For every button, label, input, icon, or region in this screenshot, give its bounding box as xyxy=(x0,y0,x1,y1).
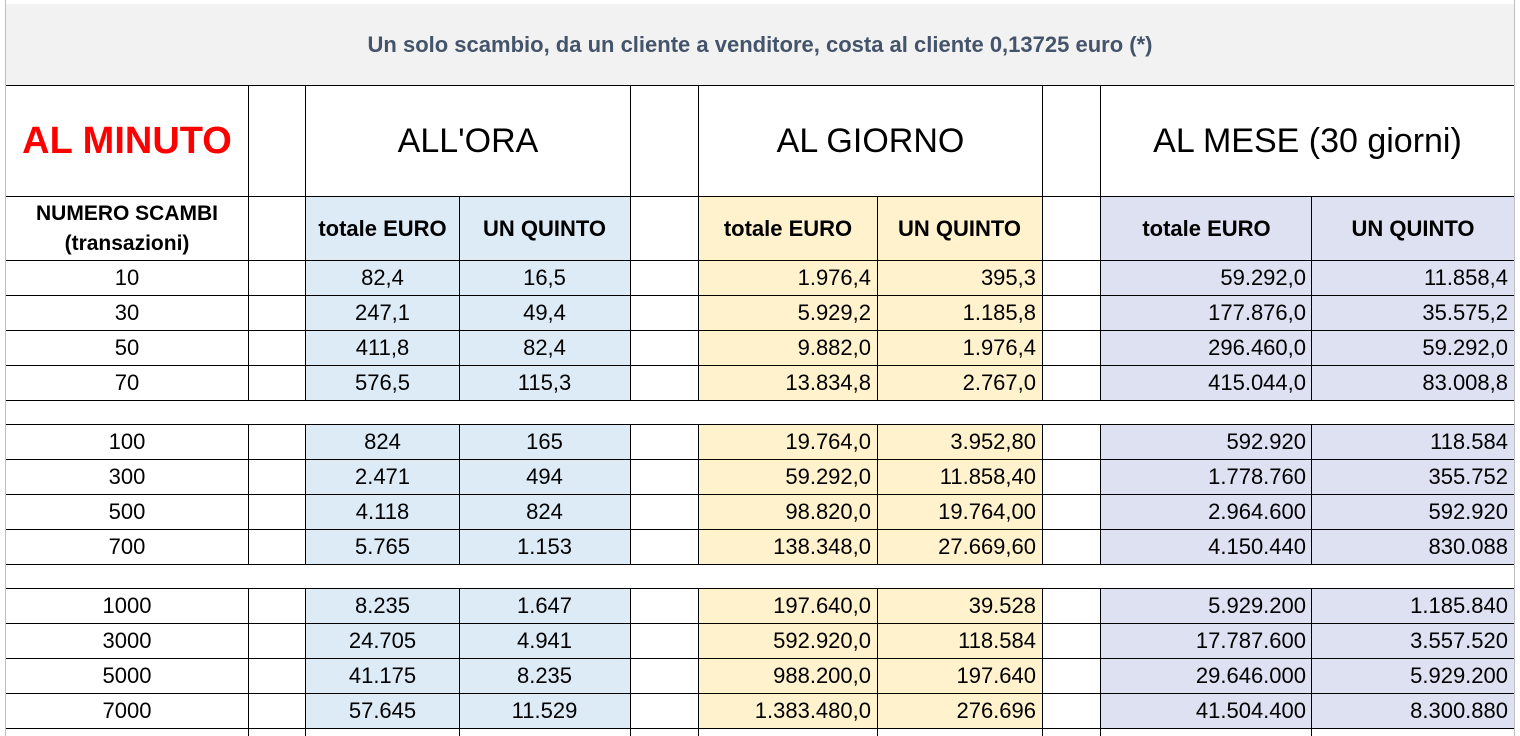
grid-line xyxy=(1042,85,1043,196)
month-total-cell: 59.292,0 xyxy=(1101,261,1312,295)
month-total-cell: 5.929.200 xyxy=(1101,589,1312,623)
grid-line xyxy=(1100,196,1101,400)
month-fifth-cell: 8.300.880 xyxy=(1312,694,1514,728)
grid-line xyxy=(1042,588,1043,736)
month-total-cell: 1.778.760 xyxy=(1101,460,1312,494)
exchanges-cell: 100 xyxy=(108,429,146,454)
day-fifth-cell: 395,3 xyxy=(877,261,1042,295)
grid-line xyxy=(248,424,249,564)
hour-fifth-cell: 11.529 xyxy=(459,694,630,728)
hour-total-cell: 41.175 xyxy=(306,659,459,693)
exchanges-cell: 50 xyxy=(114,335,140,360)
hour-fifth-cell: 82,4 xyxy=(459,331,630,365)
grid-line xyxy=(1042,424,1043,564)
grid-line xyxy=(248,588,249,736)
hour-fifth-cell: 49,4 xyxy=(459,296,630,330)
month-total-cell: 29.646.000 xyxy=(1101,659,1312,693)
grid-line xyxy=(5,0,6,736)
day-total-cell: 197.640,0 xyxy=(699,589,877,623)
month-total-cell: 296.460,0 xyxy=(1101,331,1312,365)
day-total-cell: 98.820,0 xyxy=(699,495,877,529)
day-fifth-cell: 1.185,8 xyxy=(877,296,1042,330)
exchanges-cell: 5000 xyxy=(102,663,152,688)
heading-per-hour: ALL'ORA xyxy=(397,121,539,160)
grid-line xyxy=(1514,0,1515,736)
month-fifth-cell: 5.929.200 xyxy=(1312,659,1514,693)
grid-line xyxy=(6,693,1514,694)
grid-line xyxy=(6,529,1514,530)
heading-per-month: AL MESE (30 giorni) xyxy=(1153,121,1462,160)
month-total-cell: 177.876,0 xyxy=(1101,296,1312,330)
grid-line xyxy=(459,588,460,736)
column-header-day-fifth: UN QUINTO xyxy=(877,197,1042,260)
month-fifth-cell: 355.752 xyxy=(1312,460,1514,494)
hour-total-cell: 247,1 xyxy=(306,296,459,330)
hour-total-cell: 24.705 xyxy=(306,624,459,658)
heading-per-day: AL GIORNO xyxy=(776,121,965,160)
month-fifth-cell: 592.920 xyxy=(1312,495,1514,529)
day-fifth-cell: 27.669,60 xyxy=(877,530,1042,564)
column-header-month-fifth: UN QUINTO xyxy=(1312,197,1514,260)
grid-line xyxy=(6,459,1514,460)
day-fifth-cell: 276.696 xyxy=(877,694,1042,728)
grid-line xyxy=(630,424,631,564)
hour-total-cell: 2.471 xyxy=(306,460,459,494)
hour-fifth-cell: 8.235 xyxy=(459,659,630,693)
grid-line xyxy=(6,295,1514,296)
hour-fifth-cell: 16,5 xyxy=(459,261,630,295)
grid-line xyxy=(305,196,306,400)
grid-line xyxy=(877,424,878,564)
month-total-cell: 4.150.440 xyxy=(1101,530,1312,564)
exchanges-cell: 500 xyxy=(108,499,146,524)
hour-total-cell: 5.765 xyxy=(306,530,459,564)
day-total-cell: 138.348,0 xyxy=(699,530,877,564)
grid-line xyxy=(630,588,631,736)
day-fifth-cell: 19.764,00 xyxy=(877,495,1042,529)
hour-total-cell: 576,5 xyxy=(306,366,459,400)
grid-line xyxy=(1311,196,1312,400)
month-fifth-cell: 118.584 xyxy=(1312,425,1514,459)
day-total-cell: 59.292,0 xyxy=(699,460,877,494)
exchanges-cell: 70 xyxy=(114,370,140,395)
column-header-exchanges: NUMERO SCAMBI (transazioni) xyxy=(36,201,218,255)
grid-line xyxy=(1311,588,1312,736)
grid-line xyxy=(305,424,306,564)
exchanges-cell: 1000 xyxy=(102,593,152,618)
day-fifth-cell: 1.976,4 xyxy=(877,331,1042,365)
month-fifth-cell: 59.292,0 xyxy=(1312,331,1514,365)
day-total-cell: 5.929,2 xyxy=(699,296,877,330)
grid-line xyxy=(459,424,460,564)
table-title: Un solo scambio, da un cliente a venditore, costa al cliente 0,13725 euro (*) xyxy=(367,31,1153,57)
grid-line xyxy=(6,196,1514,197)
day-total-cell: 13.834,8 xyxy=(699,366,877,400)
hour-total-cell: 4.118 xyxy=(306,495,459,529)
grid-line xyxy=(6,494,1514,495)
day-total-cell: 1.976,4 xyxy=(699,261,877,295)
day-total-cell: 592.920,0 xyxy=(699,624,877,658)
exchanges-cell: 30 xyxy=(114,300,140,325)
day-total-cell: 9.882,0 xyxy=(699,331,877,365)
day-fifth-cell: 39.528 xyxy=(877,589,1042,623)
month-total-cell: 592.920 xyxy=(1101,425,1312,459)
month-fifth-cell: 83.008,8 xyxy=(1312,366,1514,400)
grid-line xyxy=(877,588,878,736)
grid-line xyxy=(1100,588,1101,736)
grid-line xyxy=(6,400,1514,401)
grid-line xyxy=(1100,424,1101,564)
hour-total-cell: 824 xyxy=(306,425,459,459)
hour-fifth-cell: 165 xyxy=(459,425,630,459)
grid-line xyxy=(6,564,1514,565)
day-fifth-cell: 11.858,40 xyxy=(877,460,1042,494)
exchanges-cell: 700 xyxy=(108,534,146,559)
grid-line xyxy=(6,588,1514,589)
grid-line xyxy=(698,424,699,564)
grid-line xyxy=(6,330,1514,331)
grid-line xyxy=(698,85,699,196)
grid-line xyxy=(6,85,1514,86)
grid-line xyxy=(877,196,878,400)
exchanges-cell: 300 xyxy=(108,464,146,489)
grid-line xyxy=(6,365,1514,366)
day-fifth-cell: 3.952,80 xyxy=(877,425,1042,459)
exchanges-cell: 7000 xyxy=(102,698,152,723)
grid-line xyxy=(1311,424,1312,564)
day-total-cell: 19.764,0 xyxy=(699,425,877,459)
month-total-cell: 17.787.600 xyxy=(1101,624,1312,658)
exchanges-cell: 10 xyxy=(114,265,140,290)
grid-line xyxy=(305,85,306,196)
grid-line xyxy=(698,588,699,736)
day-fifth-cell: 197.640 xyxy=(877,659,1042,693)
grid-line xyxy=(305,588,306,736)
heading-per-minute: AL MINUTO xyxy=(22,119,232,162)
column-header-hour-total: totale EURO xyxy=(306,197,459,260)
grid-line xyxy=(6,424,1514,425)
column-header-month-total: totale EURO xyxy=(1101,197,1312,260)
month-fifth-cell: 35.575,2 xyxy=(1312,296,1514,330)
day-fifth-cell: 118.584 xyxy=(877,624,1042,658)
hour-fifth-cell: 115,3 xyxy=(459,366,630,400)
grid-line xyxy=(698,196,699,400)
month-fifth-cell: 11.858,4 xyxy=(1312,261,1514,295)
grid-line xyxy=(6,623,1514,624)
column-header-hour-fifth: UN QUINTO xyxy=(459,197,630,260)
column-header-day-total: totale EURO xyxy=(699,197,877,260)
grid-line xyxy=(630,85,631,196)
hour-fifth-cell: 1.153 xyxy=(459,530,630,564)
month-fifth-cell: 830.088 xyxy=(1312,530,1514,564)
day-fifth-cell: 2.767,0 xyxy=(877,366,1042,400)
grid-line xyxy=(1100,85,1101,196)
grid-line xyxy=(630,196,631,400)
grid-line xyxy=(6,728,1514,729)
grid-line xyxy=(248,196,249,400)
month-fifth-cell: 3.557.520 xyxy=(1312,624,1514,658)
day-total-cell: 988.200,0 xyxy=(699,659,877,693)
hour-fifth-cell: 494 xyxy=(459,460,630,494)
title-banner xyxy=(6,4,1514,85)
month-total-cell: 2.964.600 xyxy=(1101,495,1312,529)
grid-line xyxy=(459,196,460,400)
grid-line xyxy=(248,85,249,196)
grid-line xyxy=(6,260,1514,261)
hour-fifth-cell: 824 xyxy=(459,495,630,529)
grid-line xyxy=(6,658,1514,659)
month-total-cell: 41.504.400 xyxy=(1101,694,1312,728)
hour-total-cell: 57.645 xyxy=(306,694,459,728)
hour-fifth-cell: 4.941 xyxy=(459,624,630,658)
hour-total-cell: 8.235 xyxy=(306,589,459,623)
month-total-cell: 415.044,0 xyxy=(1101,366,1312,400)
hour-total-cell: 82,4 xyxy=(306,261,459,295)
grid-line xyxy=(1042,196,1043,400)
month-fifth-cell: 1.185.840 xyxy=(1312,589,1514,623)
exchanges-cell: 3000 xyxy=(102,628,152,653)
hour-fifth-cell: 1.647 xyxy=(459,589,630,623)
day-total-cell: 1.383.480,0 xyxy=(699,694,877,728)
hour-total-cell: 411,8 xyxy=(306,331,459,365)
